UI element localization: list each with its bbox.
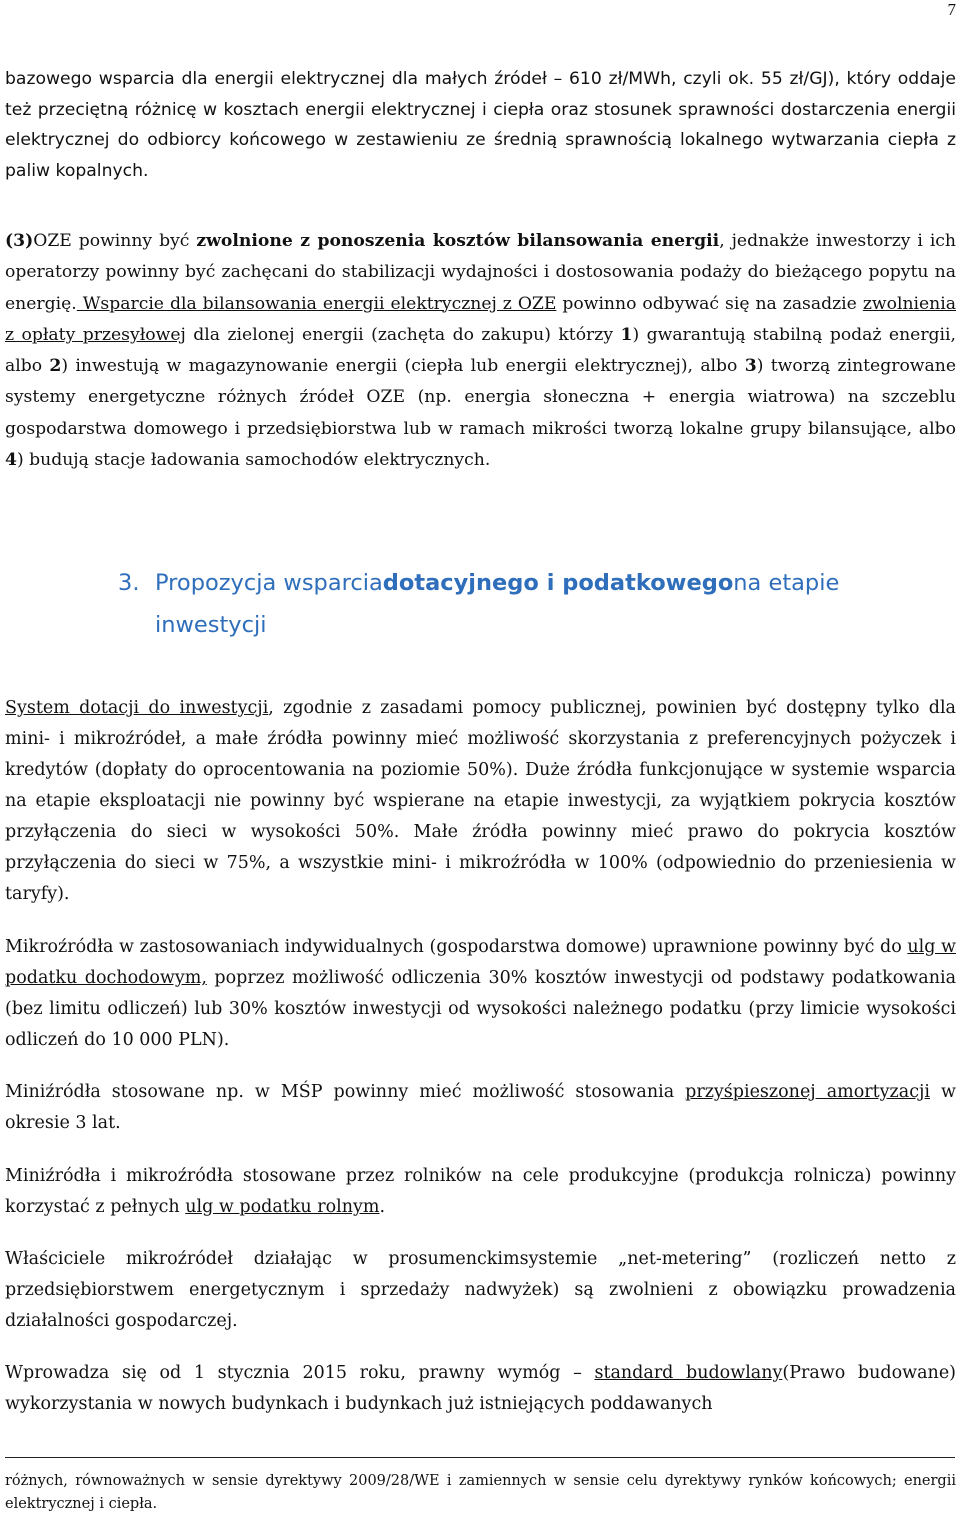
sme-paragraph (5, 1077, 956, 1139)
grants-paragraph (5, 693, 956, 910)
balancing-paragraph (5, 226, 956, 476)
balancing-text-3: powinno odbywać się na zasadzie (556, 293, 863, 314)
balancing-text-8: ) budują stacje ładowania samochodów elektrycznych. (16, 450, 491, 471)
balancing-bold-claim: zwolnione z ponoszenia kosztów bilansowania energii (196, 231, 720, 251)
farmers-underlined: ulg w podatku rolnym (185, 1197, 380, 1217)
prosumer-paragraph: Właściciele mikroźródeł działając w prosumenckimsystemie „net-metering” (rozliczeń netto z przedsiębiorstwem energetycznym i sprzedaży nadwyżek) są zwolnieni z obowiązku prowadzenia działalności gospodarczej. (5, 1249, 956, 1331)
grants-text: , zgodnie z zasadami pomocy publicznej, powinien być dostępny tylko dla mini- i mikroźródeł, a małe źródła powinny mieć możliwość skorzystania z preferencyjnych pożyczek i kredytów (dopłaty do oprocentowania na poziomie 50%). Duże źródła funkcjonujące w systemie wsparcia na etapie eksploatacji nie powinny być wspierane na etapie inwestycji, za wyjątkiem pokrycia kosztów przyłączenia do sieci w wysokości 50%. Małe źródła powinny mieć prawo do pokrycia kosztów przyłączenia do sieci w 75%, a wszystkie mini- i mikroźródła w 100% (odpowiednio do przeniesienia w taryfy). (5, 698, 956, 904)
sme-text-1: Miniźródła stosowane np. w MŚP powinny mieć możliwość stosowania (5, 1082, 686, 1102)
standard-underlined: standard budowlany (594, 1363, 783, 1383)
balancing-text-4: dla zielonej energii (zachęta do zakupu) którzy (185, 324, 621, 345)
enum-1: 1 (620, 324, 633, 345)
intro-paragraph: bazowego wsparcia dla energii elektrycznej dla małych źródeł – 610 zł/MWh, czyli ok. 55 zł/GJ), który oddaje też przeciętną różnicę w kosztach energii elektrycznej i ciepła oraz stosunek sprawności dostarczenia energii elektrycznej do odbiorcy końcowego w zestawieniu ze średnią sprawnością lokalnego wytwarzania ciepła z paliw kopalnych. (5, 69, 956, 181)
page-number: 7 (947, 0, 956, 19)
standard-text-1: Wprowadza się od 1 stycznia 2015 roku, prawny wymóg – (5, 1363, 595, 1383)
section-heading (118, 562, 878, 646)
farmers-text-1: Miniźródła i mikroźródła stosowane przez rolników na cele produkcyjne (produkcja rolnicza) powinny korzystać z pełnych (5, 1166, 956, 1217)
footnote-separator (5, 1457, 955, 1458)
balancing-text-7: ) tworzą zintegrowane systemy energetyczne różnych źródeł OZE (np. energia słoneczna + energia wiatrowa) na szczeblu gospodarstwa domowego i przedsiębiorstwa lub w ramach mikrości tworzą lokalne grupy bilansujące, albo (5, 356, 956, 439)
heading-line-2: inwestycji (155, 612, 267, 638)
farmers-paragraph (5, 1161, 956, 1223)
sme-underlined: przyśpieszonej amortyzacji (685, 1082, 931, 1102)
balancing-text-2: , jednakże inwestorzy i ich operatorzy powinny być zachęcani do stabilizacji wydajności i dostosowania podaży do bieżącego popytu na energię. (5, 231, 957, 314)
section-number: 3. (118, 570, 140, 596)
heading-part-2: na etapie (733, 570, 840, 596)
microsources-paragraph (5, 932, 956, 1056)
enum-2: 2 (49, 356, 62, 377)
enum-4: 4 (5, 450, 17, 471)
microsources-text-1: Mikroźródła w zastosowaniach indywidualnych (gospodarstwa domowe) uprawnione powinny być do (5, 937, 908, 957)
farmers-text-2: . (379, 1197, 386, 1217)
microsources-underlined: ulg w podatku dochodowym, (5, 937, 956, 988)
standard-text-2: (Prawo budowane) wykorzystania w nowych budynkach i budynkach już istniejących poddawanych (5, 1363, 956, 1414)
balancing-underlined-support: Wsparcie dla bilansowania energii elektrycznej z OZE (76, 293, 557, 314)
grants-underlined: System dotacji do inwestycji (5, 698, 269, 718)
sme-text-2: w okresie 3 lat. (5, 1082, 956, 1133)
microsources-text-2: poprzez możliwość odliczenia 30% kosztów inwestycji od podstawy podatkowania (bez limitu odliczeń) lub 30% kosztów inwestycji od wysokości należnego podatku (przy limicie wysokości odliczeń do 10 000 PLN). (5, 968, 956, 1050)
list-marker: (3) (5, 231, 34, 251)
balancing-text-1: OZE powinny być (33, 231, 197, 251)
balancing-text-6: ) inwestują w magazynowanie energii (ciepła lub energii elektrycznej), albo (61, 356, 745, 377)
building-standard-paragraph (5, 1358, 956, 1420)
balancing-underlined-exemption: zwolnienia z opłaty przesyłowej (5, 293, 956, 345)
heading-part-1: Propozycja wsparcia (155, 570, 383, 596)
balancing-text-5: ) gwarantują stabilną podaż energii, albo (5, 324, 956, 377)
footnote: różnych, równoważnych w sensie dyrektywy 2009/28/WE i zamiennych w sensie celu dyrektywy rynków końcowych; energii elektrycznej i ciepła. (5, 1473, 956, 1512)
heading-bold: dotacyjnego i podatkowego (382, 570, 734, 596)
enum-3: 3 (744, 356, 757, 377)
